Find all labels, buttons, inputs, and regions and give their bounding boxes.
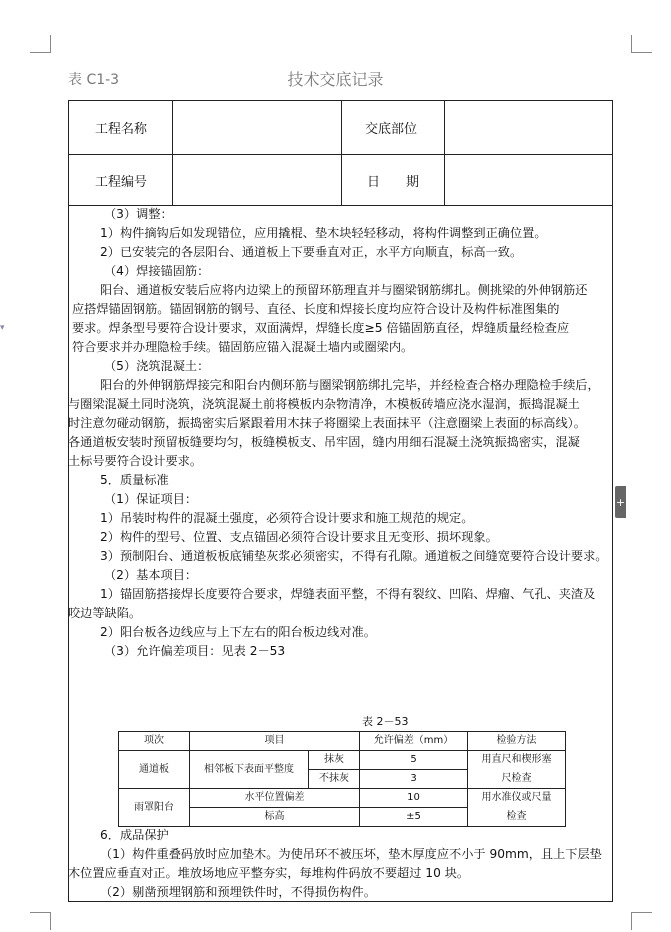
tail-text	[68, 826, 612, 902]
table-cell: 不抹灰	[309, 770, 360, 789]
paragraph: （2）基本项目：	[104, 568, 198, 582]
expand-tab-button[interactable]: +	[615, 486, 626, 518]
paragraph: 1）吊装时构件的混凝土强度，必须符合设计要求和施工规范的规定。	[100, 511, 474, 525]
table-cell: ±5	[360, 808, 468, 827]
paragraph: 土标号要符合设计要求。	[68, 454, 203, 468]
date-label: 日 期	[367, 174, 420, 190]
form-code: 表 C1-3	[68, 72, 120, 88]
paragraph: 1）锚固筋搭接焊长度要符合要求，焊缝表面平整，不得有裂纹、凹陷、焊瘤、气孔、夹渣及	[100, 587, 596, 601]
crop-mark-top-right	[631, 35, 652, 53]
project-no-label: 工程编号	[95, 174, 148, 190]
table-cell: 3	[360, 770, 468, 789]
table-caption: 表 2－53	[362, 715, 409, 728]
handover-part-label: 交底部位	[365, 122, 418, 137]
section-heading: 6．成品保护	[100, 828, 169, 842]
date-field[interactable]	[445, 155, 612, 205]
paragraph: （3）调整：	[104, 207, 173, 221]
project-no-field[interactable]	[173, 155, 341, 205]
table-cell: 用水准仪或尺量	[468, 789, 566, 808]
paragraph: 2）已安装完的各层阳台、通道板上下要垂直对正，水平方向顺直，标高一致。	[100, 245, 523, 259]
crop-mark-top-left	[30, 35, 51, 53]
page-title: 技术交底记录	[287, 70, 384, 89]
paragraph: （1）构件重叠码放时应加垫木。为使吊环不被压坏，垫木厚度应不小于 90mm，且上下层垫	[100, 847, 602, 861]
handover-part-field[interactable]	[445, 101, 612, 154]
project-name-label: 工程名称	[95, 122, 148, 137]
paragraph: 阳台的外伸钢筋焊接完和阳台内侧环筋与圈梁钢筋绑扎完毕，并经检查合格办理隐检手续后，	[100, 378, 600, 392]
grid-line	[341, 101, 342, 205]
tolerance-table	[118, 731, 566, 827]
paragraph: 咬边等缺陷。	[68, 606, 142, 620]
table-header-cell: 检验方法	[468, 732, 566, 751]
body-text	[68, 205, 612, 661]
table-cell: 水平位置偏差	[190, 789, 360, 808]
table-header-cell: 允许偏差（mm）	[360, 732, 468, 751]
paragraph: 符合要求并办理隐检手续。锚固筋应锚入混凝土墙内或圈梁内。	[72, 340, 414, 354]
table-cell: 5	[360, 751, 468, 770]
paragraph: 时注意勿碰动钢筋，振捣密实后紧跟着用木抹子将圈梁上表面抹平（注意圈梁上表面的标高线）。	[68, 416, 586, 430]
table-header-cell: 项次	[119, 732, 190, 751]
table-cell: 标高	[190, 808, 360, 827]
table-cell: 10	[360, 789, 468, 808]
table-cell: 检查	[468, 808, 566, 827]
paragraph: 与圈梁混凝土同时浇筑，浇筑混凝土前将模板内杂物清净，木模板砖墙应浇水湿润，振捣混凝土	[68, 397, 580, 411]
table-header-cell: 项目	[190, 732, 360, 751]
paragraph: 2）构件的型号、位置、支点锚固必须符合设计要求且无变形、损坏现象。	[100, 530, 498, 544]
paragraph: （4）焊接锚固筋：	[104, 264, 210, 278]
paragraph: 阳台、通道板安装后应将内边梁上的预留环筋理直并与圈梁钢筋绑扎。侧挑梁的外伸钢筋还	[100, 283, 588, 297]
paragraph: 1）构件摘钩后如发现错位，应用撬棍、垫木块轻轻移动，将构件调整到正确位置。	[100, 226, 547, 240]
section-heading: 5．质量标准	[100, 473, 169, 487]
paragraph: 各通道板安装时预留板缝要均匀，板缝模板支、吊牢固，缝内用细石混凝土浇筑振捣密实，混凝	[68, 435, 580, 449]
crop-mark-bottom-left	[30, 912, 51, 930]
table-cell: 通道板	[119, 751, 190, 789]
table-cell: 尺检查	[468, 770, 566, 789]
paragraph: （2）剔凿预埋钢筋和预埋铁件时，不得损伤构件。	[100, 885, 376, 899]
table-cell: 相邻板下表面平整度	[190, 751, 309, 789]
paragraph: （3）允许偏差项目：见表 2－53	[104, 644, 286, 658]
paragraph: （1）保证项目：	[104, 492, 198, 506]
paragraph: 木位置应垂直对正。堆放场地应平整夯实，每堆构件码放不要超过 10 块。	[68, 866, 470, 880]
paragraph: 3）预制阳台、通道板板底铺垫灰浆必须密实，不得有孔隙。通道板之间缝宽要符合设计要求。	[100, 549, 608, 563]
paragraph: 要求。焊条型号要符合设计要求，双面满焊，焊缝长度≥5 倍锚固筋直径，焊缝质量经检查应	[72, 321, 570, 335]
project-name-field[interactable]	[173, 101, 341, 154]
table-cell: 雨罩阳台	[119, 789, 190, 827]
table-cell: 抹灰	[309, 751, 360, 770]
crop-mark-bottom-right	[631, 912, 652, 930]
paragraph: 应搭焊锚固钢筋。锚固钢筋的钢号、直径、长度和焊接长度均应符合设计及构件标准图集的	[72, 302, 560, 316]
chevron-down-icon: ▾	[0, 323, 5, 333]
paragraph: 2）阳台板各边线应与上下左右的阳台板边线对准。	[100, 625, 376, 639]
table-cell: 用直尺和楔形塞	[468, 751, 566, 770]
paragraph: （5）浇筑混凝土：	[104, 359, 210, 373]
